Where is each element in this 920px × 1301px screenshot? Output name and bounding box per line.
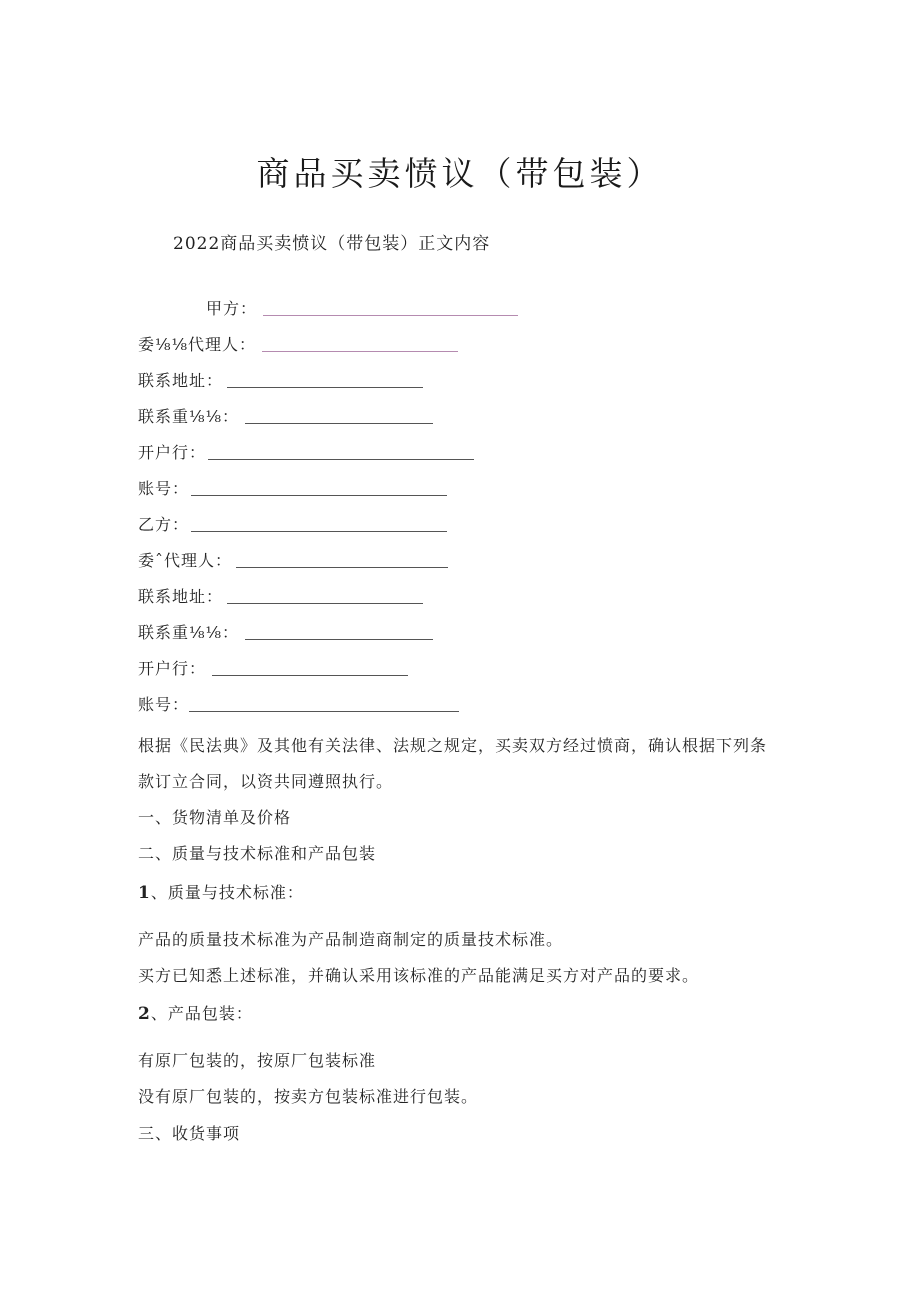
quality-line-1: 产品的质量技术标准为产品制造商制定的质量技术标准。: [138, 930, 564, 949]
phone-b-label: 联系重⅛⅛：: [138, 623, 240, 642]
bank-a-blank[interactable]: [208, 459, 474, 460]
bank-a-label: 开户行：: [138, 443, 207, 462]
account-a-label: 账号：: [138, 479, 190, 498]
item-2-text: 、产品包装：: [150, 1004, 253, 1023]
agent-b-label: 委ˆ代理人：: [138, 551, 233, 570]
section-1-heading: 一、货物清单及价格: [138, 808, 292, 827]
account-a-field: [138, 477, 447, 499]
party-b-label: 乙方：: [138, 515, 190, 534]
intro-line-2: 款订立合同，以资共同遵照执行。: [138, 772, 394, 791]
phone-a-label: 联系重⅛⅛：: [138, 407, 240, 426]
address-a-field: [138, 369, 423, 391]
account-b-blank[interactable]: [189, 711, 459, 712]
agent-a-label: 委⅛⅛代理人：: [138, 335, 257, 354]
party-b-blank[interactable]: [191, 531, 447, 532]
address-b-label: 联系地址：: [138, 587, 224, 606]
item-1-text: 、质量与技术标准：: [150, 883, 304, 902]
bank-b-label: 开户行：: [138, 659, 207, 678]
account-b-label: 账号：: [138, 695, 190, 714]
document-title: 商品买卖愤议（带包装）: [256, 154, 664, 193]
party-a-label: 甲方：: [206, 299, 258, 318]
packaging-line-1: 有原厂包装的，按原厂包装标准: [138, 1051, 377, 1070]
address-a-label: 联系地址：: [138, 371, 224, 390]
phone-b-field: [138, 621, 433, 643]
agent-a-field: [138, 333, 458, 355]
item-2-heading: [138, 1001, 253, 1024]
item-1-number: 1: [138, 883, 151, 903]
phone-b-blank[interactable]: [245, 639, 433, 640]
party-b-field: [138, 513, 447, 535]
section-2-heading: 二、质量与技术标准和产品包装: [138, 844, 377, 863]
intro-line-1: 根据《民法典》及其他有关法律、法规之规定，买卖双方经过愤商，确认根据下列条: [138, 736, 768, 755]
section-3-heading: 三、收货事项: [138, 1124, 241, 1143]
packaging-line-2: 没有原厂包装的，按卖方包装标准进行包装。: [138, 1087, 479, 1106]
bank-a-field: [138, 441, 474, 463]
bank-b-blank[interactable]: [212, 675, 408, 676]
account-a-blank[interactable]: [191, 495, 447, 496]
phone-a-blank[interactable]: [245, 423, 433, 424]
bank-b-field: [138, 657, 408, 679]
party-a-field: [206, 297, 518, 319]
address-a-blank[interactable]: [227, 387, 423, 388]
address-b-field: [138, 585, 423, 607]
document-subtitle: 2022商品买卖愤议（带包装）正文内容: [173, 234, 491, 254]
item-2-number: 2: [138, 1004, 151, 1024]
item-1-heading: [138, 880, 304, 903]
agent-b-field: [138, 549, 448, 571]
quality-line-2: 买方已知悉上述标准，并确认采用该标准的产品能满足买方对产品的要求。: [138, 966, 700, 985]
address-b-blank[interactable]: [227, 603, 423, 604]
party-a-blank[interactable]: [263, 315, 518, 316]
phone-a-field: [138, 405, 433, 427]
agent-b-blank[interactable]: [236, 567, 448, 568]
account-b-field: [138, 693, 459, 715]
agent-a-blank[interactable]: [262, 351, 458, 352]
